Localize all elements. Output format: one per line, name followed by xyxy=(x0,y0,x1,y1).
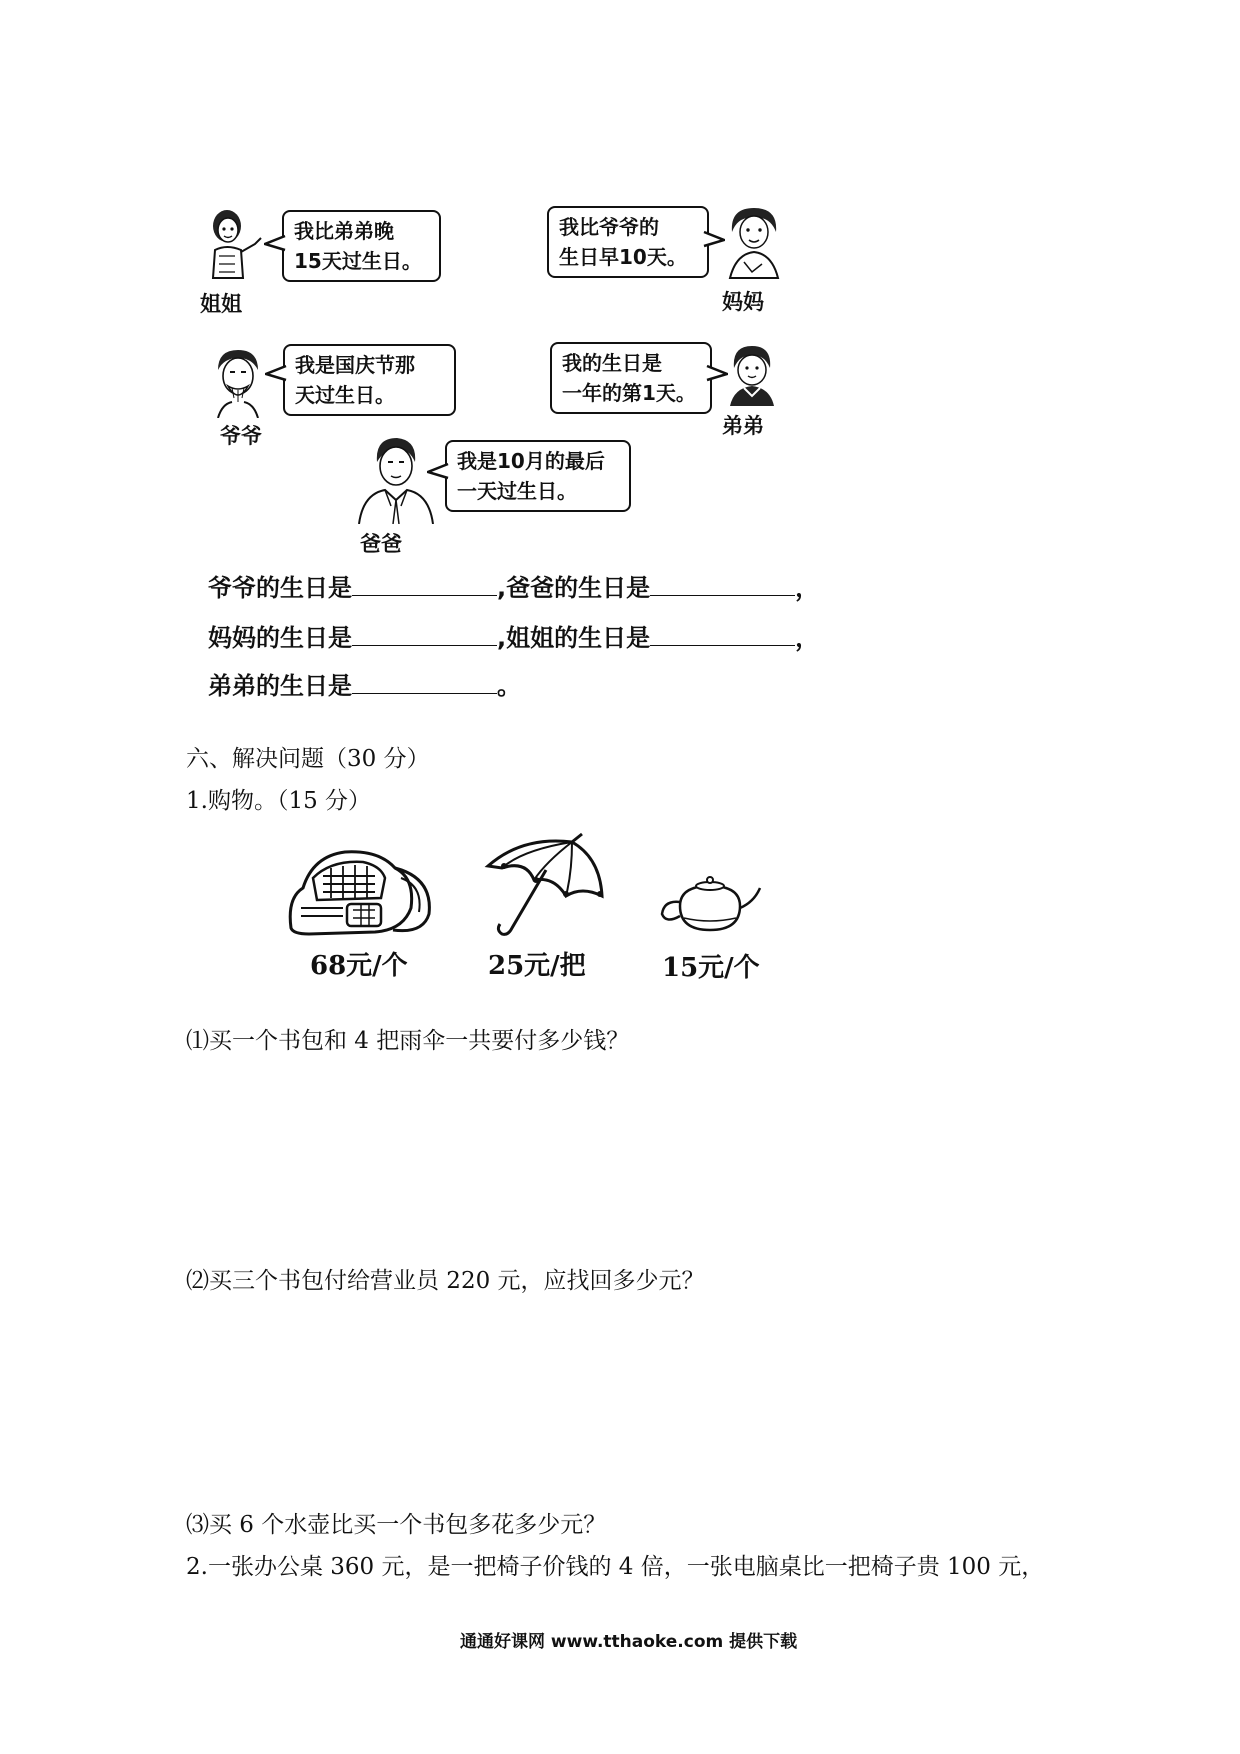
sister-bubble-tail xyxy=(264,232,286,254)
sister-speech-bubble: 我比弟弟晚 15天过生日。 xyxy=(282,210,441,282)
backpack-icon xyxy=(283,838,438,938)
mother-speech-bubble: 我比爷爷的 生日早10天。 xyxy=(547,206,709,278)
line3-period: 。 xyxy=(497,672,521,700)
brother-speech-bubble: 我的生日是 一年的第1天。 xyxy=(550,342,712,414)
q1-sub2: ⑵买三个书包付给营业员 220 元，应找回多少元？ xyxy=(186,1268,705,1294)
mother-figure-icon xyxy=(722,202,786,280)
grandpa-bubble-tail xyxy=(265,362,287,384)
sister-birthday-blank[interactable] xyxy=(650,623,795,646)
fill-line-1 xyxy=(208,568,819,603)
sister-figure-icon xyxy=(205,206,265,284)
teapot-icon xyxy=(658,872,763,937)
q2-text: 2.一张办公桌 360 元，是一把椅子价钱的 4 倍，一张电脑桌比一把椅子贵 100 元， xyxy=(186,1554,1045,1580)
backpack-price: 68元/个 xyxy=(310,951,408,981)
q1-sub3: ⑶买 6 个水壶比买一个书包多花多少元？ xyxy=(186,1512,607,1538)
brother-figure-icon xyxy=(722,342,780,406)
umbrella-price: 25元/把 xyxy=(488,951,586,981)
grandpa-birthday-label: 爷爷的生日是 xyxy=(208,574,352,602)
mother-name: 妈妈 xyxy=(722,290,764,314)
q1-sub1-answer-space[interactable] xyxy=(186,1060,1046,1250)
fill-line-3 xyxy=(208,666,521,701)
sister-name: 姐姐 xyxy=(200,292,242,316)
mother-birthday-label: 妈妈的生日是 xyxy=(208,624,352,652)
father-speech-bubble: 我是10月的最后 一天过生日。 xyxy=(445,440,631,512)
brother-name: 弟弟 xyxy=(722,414,764,438)
brother-birthday-blank[interactable] xyxy=(352,671,497,694)
grandpa-speech-bubble: 我是国庆节那 天过生日。 xyxy=(283,344,456,416)
grandpa-birthday-blank[interactable] xyxy=(352,573,497,596)
father-birthday-label: ,爸爸的生日是 xyxy=(497,574,651,602)
sister-birthday-label: ,姐姐的生日是 xyxy=(497,624,651,652)
section6-heading: 六、解决问题（30 分） xyxy=(186,746,430,772)
grandpa-name: 爷爷 xyxy=(220,424,262,448)
line1-comma: ， xyxy=(795,574,820,602)
line2-comma: ， xyxy=(795,624,820,652)
mother-birthday-blank[interactable] xyxy=(352,623,497,646)
father-name: 爸爸 xyxy=(360,532,402,556)
teapot-price: 15元/个 xyxy=(662,953,760,983)
fill-line-2 xyxy=(208,618,819,653)
father-bubble-tail xyxy=(427,460,449,482)
brother-birthday-label: 弟弟的生日是 xyxy=(208,672,352,700)
q1-sub2-answer-space[interactable] xyxy=(186,1300,1046,1500)
father-figure-icon xyxy=(355,434,435,524)
page-footer: 通通好课网 www.tthaoke.com 提供下载 xyxy=(460,1632,798,1652)
umbrella-icon xyxy=(482,832,612,942)
father-birthday-blank[interactable] xyxy=(650,573,795,596)
grandpa-figure-icon xyxy=(208,346,268,418)
q1-title: 1.购物。（15 分） xyxy=(186,788,372,814)
q1-sub1: ⑴买一个书包和 4 把雨伞一共要付多少钱？ xyxy=(186,1028,630,1054)
